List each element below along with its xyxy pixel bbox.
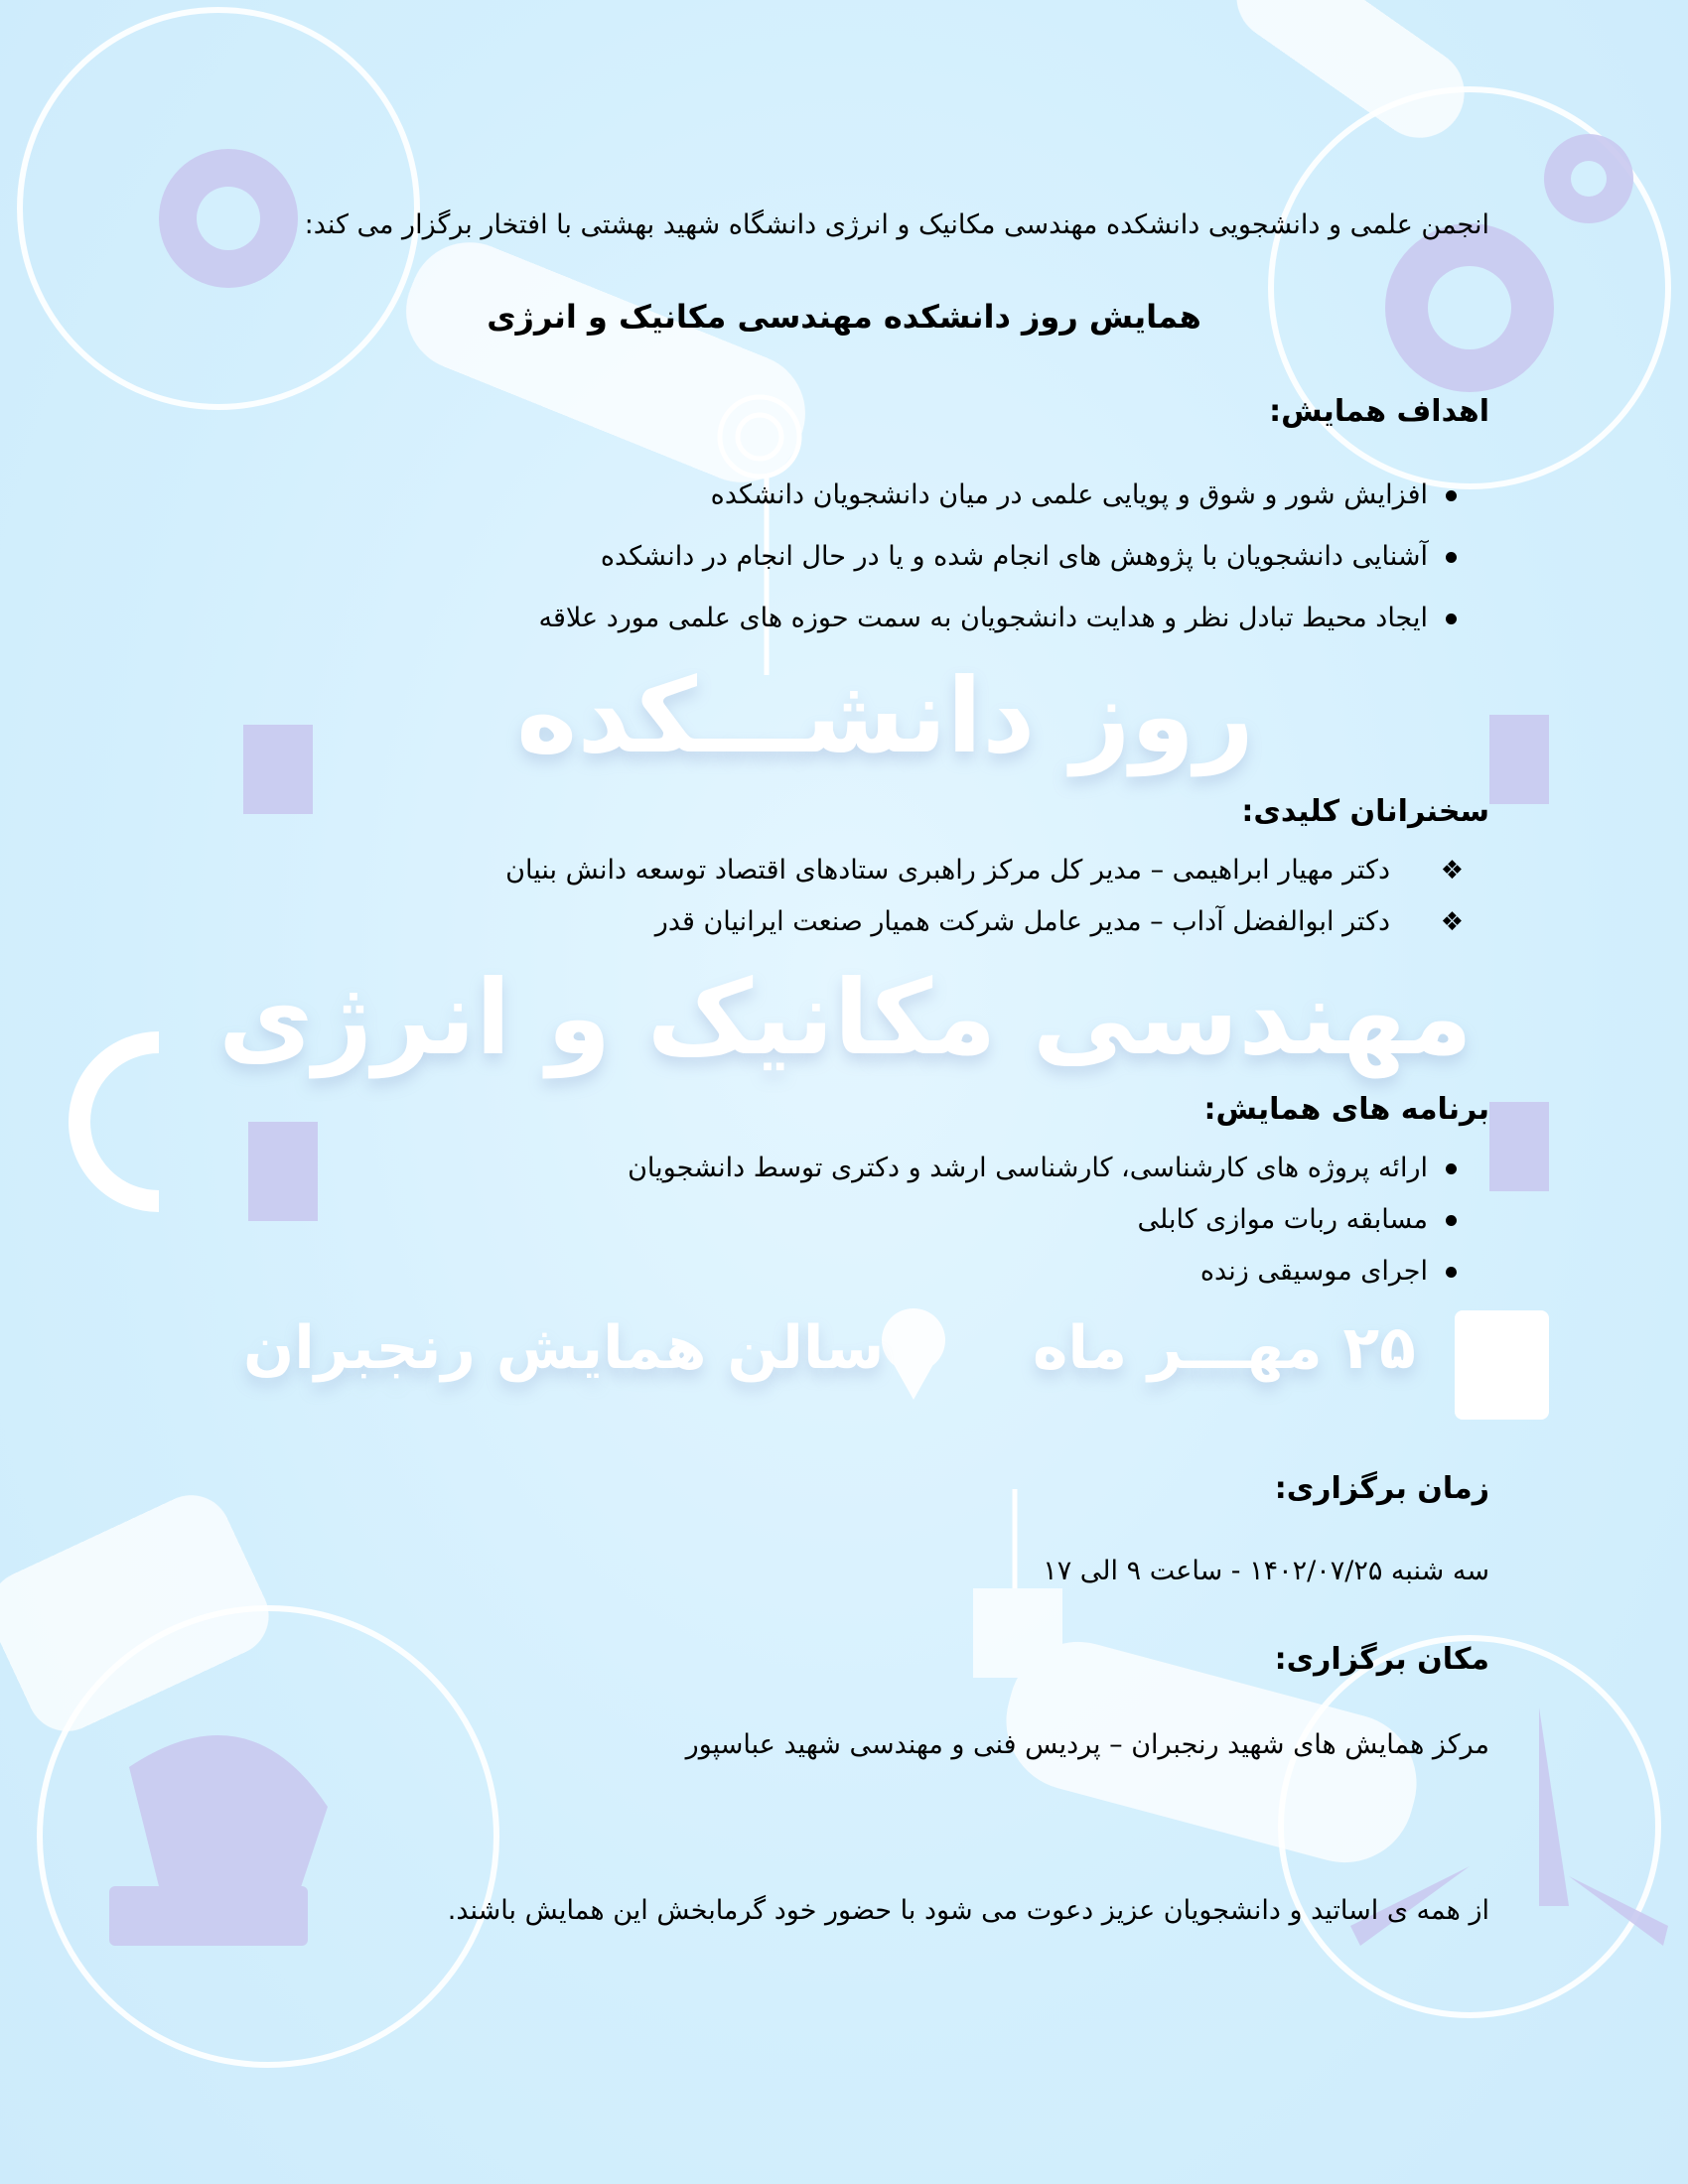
program-item: مسابقه ربات موازی کابلی xyxy=(1137,1204,1428,1235)
intro-text: انجمن علمی و دانشجویی دانشکده مهندسی مکانیک و انرژی دانشگاه شهید بهشتی با افتخار برگزار می کند: xyxy=(304,209,1489,240)
programs-heading: برنامه های همایش: xyxy=(1203,1092,1489,1127)
page-title: همایش روز دانشکده مهندسی مکانیک و انرژی xyxy=(487,298,1201,336)
time-heading: زمان برگزاری: xyxy=(1274,1471,1489,1506)
speaker-item: دکتر مهیار ابراهیمی – مدیر کل مرکز راهبری ستادهای اقتصاد توسعه دانش بنیان xyxy=(505,855,1390,886)
bullet-icon xyxy=(1446,1215,1457,1226)
bullet-icon xyxy=(1446,1163,1457,1174)
bullet-icon xyxy=(1446,1267,1457,1278)
watermark-line2: مهندسی مکانیک و انرژی xyxy=(218,957,1473,1078)
goal-item: ایجاد محیط تبادل نظر و هدایت دانشجویان به سمت حوزه های علمی مورد علاقه xyxy=(538,603,1428,633)
bullet-icon xyxy=(1446,614,1457,624)
program-item: اجرای موسیقی زنده xyxy=(1199,1256,1428,1287)
diamond-bullet-icon: ❖ xyxy=(1440,907,1464,937)
bullet-icon xyxy=(1446,490,1457,501)
watermark-date: ۲۵ مهـــر ماه xyxy=(1033,1313,1416,1383)
watermark-line1: روز دانشـــکده xyxy=(516,655,1255,776)
goals-heading: اهداف همایش: xyxy=(1269,394,1489,429)
diamond-bullet-icon: ❖ xyxy=(1440,856,1464,886)
speaker-item: دکتر ابوالفضل آداب – مدیر عامل شرکت همیار صنعت ایرانیان قدر xyxy=(654,906,1390,937)
bullet-icon xyxy=(1446,552,1457,563)
program-item: ارائه پروژه های کارشناسی، کارشناسی ارشد و دکتری توسط دانشجویان xyxy=(628,1153,1428,1183)
time-value: سه شنبه ۱۴۰۲/۰۷/۲۵ - ساعت ۹ الی ۱۷ xyxy=(1043,1556,1489,1586)
place-value: مرکز همایش های شهید رنجبران – پردیس فنی و مهندسی شهید عباسپور xyxy=(685,1729,1489,1760)
goal-item: آشنایی دانشجویان با پژوهش های انجام شده و یا در حال انجام در دانشکده xyxy=(600,541,1428,572)
closing-text: از همه ی اساتید و دانشجویان عزیز دعوت می شود با حضور خود گرمابخش این همایش باشند. xyxy=(447,1895,1489,1926)
goal-item: افزایش شور و شوق و پویایی علمی در میان دانشجویان دانشکده xyxy=(710,479,1428,510)
speakers-heading: سخنرانان کلیدی: xyxy=(1241,794,1489,829)
watermark-location: سالن همایش رنجبران xyxy=(243,1313,885,1383)
place-heading: مکان برگزاری: xyxy=(1274,1642,1489,1677)
